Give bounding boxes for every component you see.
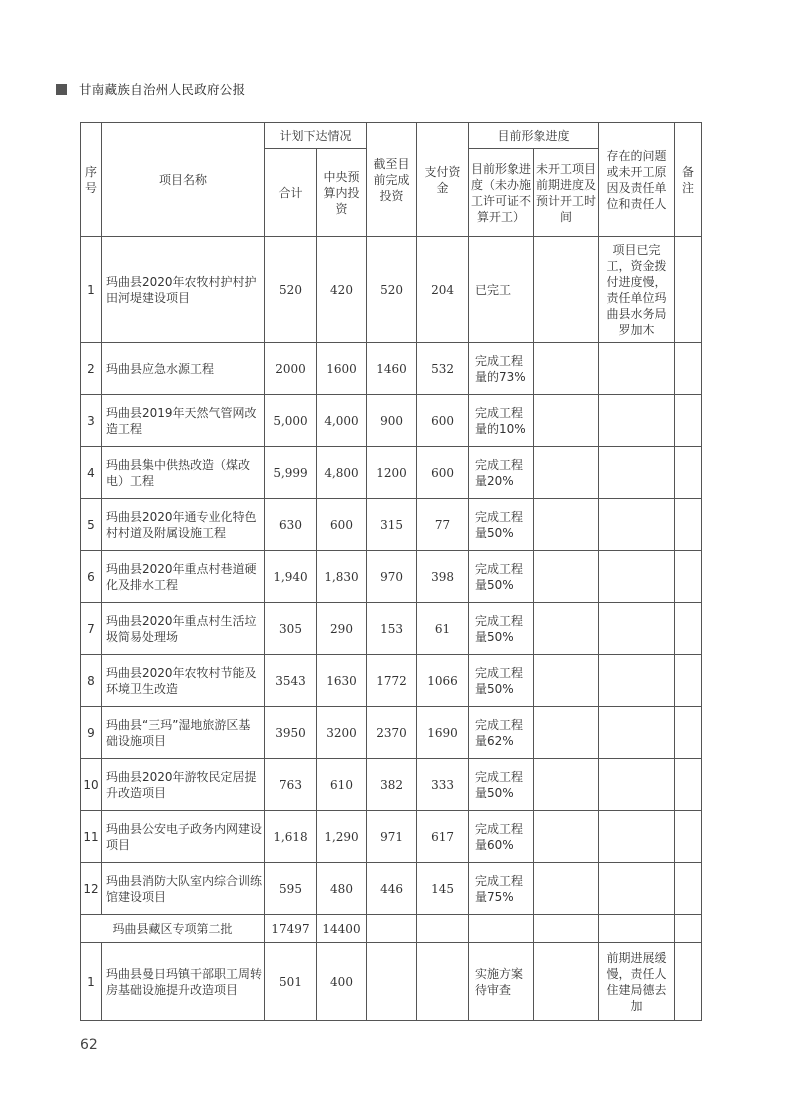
row-name: 玛曲县集中供热改造（煤改电）工程 — [102, 447, 265, 499]
row-issues — [599, 655, 675, 707]
row-seq: 6 — [81, 551, 102, 603]
row-not-started — [534, 863, 599, 915]
row-not-started — [534, 707, 599, 759]
table-row — [81, 237, 702, 343]
row-name: 玛曲县2020年通专业化特色村村道及附属设施工程 — [102, 499, 265, 551]
row-central: 3200 — [317, 707, 367, 759]
row-paid: 61 — [417, 603, 469, 655]
row-completed: 1460 — [367, 343, 417, 395]
project-progress-table — [80, 122, 702, 1021]
row-not-started — [534, 237, 599, 343]
row-not-started — [534, 447, 599, 499]
row-central: 1,830 — [317, 551, 367, 603]
row-name: 玛曲县“三玛”湿地旅游区基础设施项目 — [102, 707, 265, 759]
row-central: 1,290 — [317, 811, 367, 863]
row-name: 玛曲县2020年游牧民定居提升改造项目 — [102, 759, 265, 811]
row-progress: 完成工程量50% — [469, 499, 534, 551]
table-row — [81, 811, 702, 863]
row-total: 5,999 — [265, 447, 317, 499]
row-remarks — [675, 655, 702, 707]
row-total: 305 — [265, 603, 317, 655]
row-total: 2000 — [265, 343, 317, 395]
row-progress: 完成工程量62% — [469, 707, 534, 759]
row-not-started — [534, 811, 599, 863]
table-row — [81, 863, 702, 915]
row-paid: 1690 — [417, 707, 469, 759]
batch-name: 玛曲县藏区专项第二批 — [81, 915, 265, 943]
header-not-started: 未开工项目前期进度及预计开工时间 — [534, 149, 599, 237]
row-issues: 项目已完工，资金拨付进度慢，责任单位玛曲县水务局罗加木 — [599, 237, 675, 343]
row-not-started — [534, 343, 599, 395]
batch-empty-cell — [417, 915, 469, 943]
row-central: 1600 — [317, 343, 367, 395]
row-central: 4,800 — [317, 447, 367, 499]
row-issues — [599, 863, 675, 915]
row-total: 1,618 — [265, 811, 317, 863]
row-issues — [599, 395, 675, 447]
row-paid: 333 — [417, 759, 469, 811]
row-remarks — [675, 707, 702, 759]
page-number: 62 — [80, 1037, 98, 1053]
journal-header — [56, 80, 245, 98]
row-issues — [599, 499, 675, 551]
row-completed: 970 — [367, 551, 417, 603]
row-name: 玛曲县2020年农牧村节能及环境卫生改造 — [102, 655, 265, 707]
row-seq: 8 — [81, 655, 102, 707]
row-remarks — [675, 395, 702, 447]
header-progress: 目前形象进度（未办施工许可证不算开工） — [469, 149, 534, 237]
row-seq: 3 — [81, 395, 102, 447]
row-remarks — [675, 863, 702, 915]
row-completed: 1200 — [367, 447, 417, 499]
row-seq: 11 — [81, 811, 102, 863]
batch-empty-cell — [675, 915, 702, 943]
row-remarks — [675, 447, 702, 499]
header-progress-group: 目前形象进度 — [469, 123, 599, 149]
header-plan-group: 计划下达情况 — [265, 123, 367, 149]
header-row-1 — [81, 123, 702, 149]
row-progress: 完成工程量50% — [469, 551, 534, 603]
row-seq: 4 — [81, 447, 102, 499]
row-remarks — [675, 943, 702, 1021]
batch-row — [81, 915, 702, 943]
row-central: 610 — [317, 759, 367, 811]
table-row — [81, 343, 702, 395]
row-paid: 600 — [417, 395, 469, 447]
row-seq: 9 — [81, 707, 102, 759]
table-row — [81, 759, 702, 811]
row-paid: 617 — [417, 811, 469, 863]
table-row — [81, 603, 702, 655]
row-remarks — [675, 237, 702, 343]
table-row — [81, 395, 702, 447]
row-issues — [599, 447, 675, 499]
row-total: 501 — [265, 943, 317, 1021]
row-completed: 315 — [367, 499, 417, 551]
row-paid: 398 — [417, 551, 469, 603]
row-seq: 7 — [81, 603, 102, 655]
row-completed: 1772 — [367, 655, 417, 707]
row-not-started — [534, 655, 599, 707]
row-completed: 446 — [367, 863, 417, 915]
row-not-started — [534, 759, 599, 811]
row-name: 玛曲县消防大队室内综合训练馆建设项目 — [102, 863, 265, 915]
row-paid: 145 — [417, 863, 469, 915]
row-total: 763 — [265, 759, 317, 811]
table-row — [81, 943, 702, 1021]
row-remarks — [675, 551, 702, 603]
row-progress: 实施方案待审查 — [469, 943, 534, 1021]
row-total: 3543 — [265, 655, 317, 707]
row-name: 玛曲县公安电子政务内网建设项目 — [102, 811, 265, 863]
batch-empty-cell — [469, 915, 534, 943]
row-progress: 完成工程量50% — [469, 759, 534, 811]
row-completed — [367, 943, 417, 1021]
header-name: 项目名称 — [102, 123, 265, 237]
row-remarks — [675, 759, 702, 811]
row-completed: 900 — [367, 395, 417, 447]
row-central: 400 — [317, 943, 367, 1021]
row-central: 290 — [317, 603, 367, 655]
table-row — [81, 499, 702, 551]
row-progress: 完成工程量50% — [469, 655, 534, 707]
row-progress: 完成工程量50% — [469, 603, 534, 655]
header-completed: 截至目前完成投资 — [367, 123, 417, 237]
row-total: 595 — [265, 863, 317, 915]
row-not-started — [534, 395, 599, 447]
row-progress: 完成工程量20% — [469, 447, 534, 499]
row-completed: 153 — [367, 603, 417, 655]
table-row — [81, 655, 702, 707]
row-name: 玛曲县2020年重点村生活垃圾简易处理场 — [102, 603, 265, 655]
row-paid: 204 — [417, 237, 469, 343]
batch-total: 17497 — [265, 915, 317, 943]
row-name: 玛曲县2020年农牧村护村护田河堤建设项目 — [102, 237, 265, 343]
row-progress: 完成工程量的10% — [469, 395, 534, 447]
row-seq: 1 — [81, 943, 102, 1021]
row-paid: 1066 — [417, 655, 469, 707]
row-seq: 5 — [81, 499, 102, 551]
row-completed: 382 — [367, 759, 417, 811]
header-seq: 序号 — [81, 123, 102, 237]
header-remarks: 备注 — [675, 123, 702, 237]
row-total: 630 — [265, 499, 317, 551]
row-paid: 532 — [417, 343, 469, 395]
row-central: 480 — [317, 863, 367, 915]
row-total: 5,000 — [265, 395, 317, 447]
row-paid: 600 — [417, 447, 469, 499]
header-central: 中央预算内投资 — [317, 149, 367, 237]
row-not-started — [534, 943, 599, 1021]
row-name: 玛曲县2020年重点村巷道硬化及排水工程 — [102, 551, 265, 603]
batch-empty-cell — [599, 915, 675, 943]
row-issues — [599, 811, 675, 863]
row-issues — [599, 707, 675, 759]
row-remarks — [675, 343, 702, 395]
row-central: 600 — [317, 499, 367, 551]
row-completed: 520 — [367, 237, 417, 343]
row-paid — [417, 943, 469, 1021]
row-central: 420 — [317, 237, 367, 343]
row-remarks — [675, 603, 702, 655]
batch-central: 14400 — [317, 915, 367, 943]
row-progress: 完成工程量75% — [469, 863, 534, 915]
row-issues — [599, 759, 675, 811]
row-completed: 2370 — [367, 707, 417, 759]
row-progress: 完成工程量的73% — [469, 343, 534, 395]
row-paid: 77 — [417, 499, 469, 551]
row-seq: 1 — [81, 237, 102, 343]
row-total: 1,940 — [265, 551, 317, 603]
row-seq: 10 — [81, 759, 102, 811]
row-name: 玛曲县曼日玛镇干部职工周转房基础设施提升改造项目 — [102, 943, 265, 1021]
table-row — [81, 707, 702, 759]
row-issues — [599, 551, 675, 603]
header-issues: 存在的问题或未开工原因及责任单位和责任人 — [599, 123, 675, 237]
row-total: 3950 — [265, 707, 317, 759]
table-row — [81, 551, 702, 603]
row-not-started — [534, 551, 599, 603]
row-seq: 12 — [81, 863, 102, 915]
row-central: 1630 — [317, 655, 367, 707]
row-not-started — [534, 499, 599, 551]
header-paid: 支付资金 — [417, 123, 469, 237]
batch-empty-cell — [534, 915, 599, 943]
row-issues — [599, 343, 675, 395]
row-completed: 971 — [367, 811, 417, 863]
row-not-started — [534, 603, 599, 655]
journal-title: 甘南藏族自治州人民政府公报 — [79, 82, 246, 97]
row-seq: 2 — [81, 343, 102, 395]
row-total: 520 — [265, 237, 317, 343]
row-issues: 前期进展缓慢，责任人住建局德去加 — [599, 943, 675, 1021]
header-square-icon — [56, 84, 67, 95]
row-name: 玛曲县2019年天然气管网改造工程 — [102, 395, 265, 447]
row-issues — [599, 603, 675, 655]
row-central: 4,000 — [317, 395, 367, 447]
row-progress: 完成工程量60% — [469, 811, 534, 863]
row-name: 玛曲县应急水源工程 — [102, 343, 265, 395]
row-progress: 已完工 — [469, 237, 534, 343]
batch-empty-cell — [367, 915, 417, 943]
table-row — [81, 447, 702, 499]
header-total: 合计 — [265, 149, 317, 237]
row-remarks — [675, 811, 702, 863]
row-remarks — [675, 499, 702, 551]
